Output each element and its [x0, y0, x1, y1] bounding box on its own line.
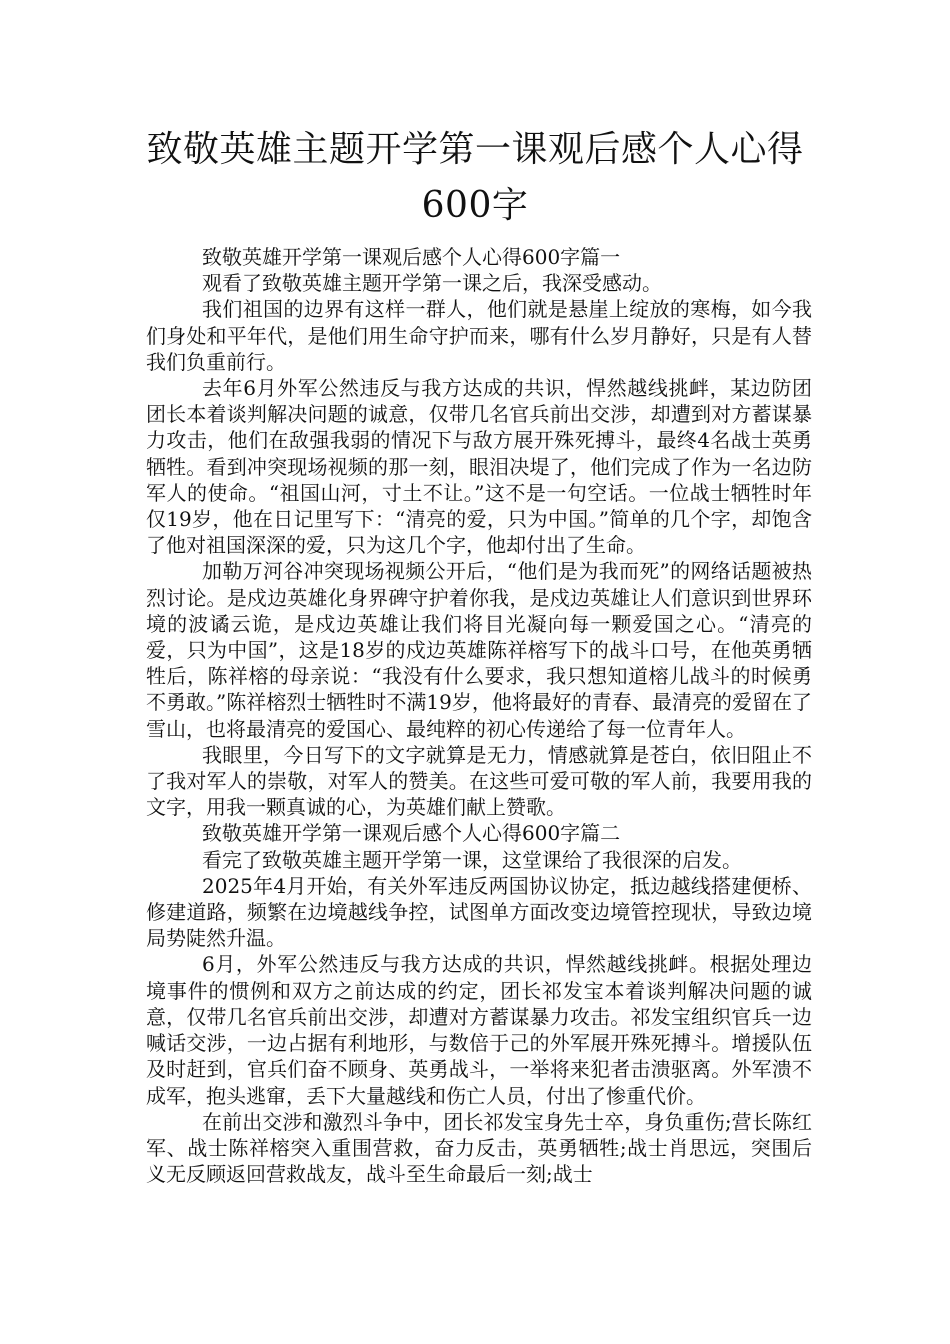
document-body: [146, 244, 812, 1187]
body-paragraph: 我们祖国的边界有这样一群人，他们就是悬崖上绽放的寒梅，如今我们身处和平年代，是他们用生命守护而来，哪有什么岁月静好，只是有人替我们负重前行。: [146, 297, 812, 374]
document-title: 致敬英雄主题开学第一课观后感个人心得600字: [146, 129, 804, 226]
section-heading-part-one: 致敬英雄开学第一课观后感个人心得600字篇一: [202, 245, 621, 269]
body-paragraph: 2025年4月开始，有关外军违反两国协议协定，抵边越线搭建便桥、修建道路，频繁在边境越线争控，试图单方面改变边境管控现状，导致边境局势陡然升温。: [146, 873, 812, 951]
body-paragraph: 看完了致敬英雄主题开学第一课，这堂课给了我很深的启发。: [202, 847, 742, 872]
body-paragraph: 6月，外军公然违反与我方达成的共识，悍然越线挑衅。根据处理边境事件的惯例和双方之前达成的约定，团长祁发宝本着谈判解决问题的诚意，仅带几名官兵前出交涉，却遭对方蓄谋暴力攻击。祁发宝组织官兵一边喊话交涉，一边占据有利地形，与数倍于己的外军展开殊死搏斗。增援队伍及时赶到，官兵们奋不顾身、英勇战斗，一举将来犯者击溃驱离。外军溃不成军，抱头逃窜，丢下大量越线和伤亡人员，付出了惨重代价。: [146, 952, 812, 1108]
body-paragraph: 观看了致敬英雄主题开学第一课之后，我深受感动。: [202, 271, 662, 296]
body-paragraph: 我眼里，今日写下的文字就算是无力，情感就算是苍白，依旧阻止不了我对军人的崇敬，对军人的赞美。在这些可爱可敬的军人前，我要用我的文字，用我一颗真诚的心，为英雄们献上赞歌。: [146, 742, 812, 820]
section-heading-part-two: 致敬英雄开学第一课观后感个人心得600字篇二: [202, 821, 621, 846]
body-paragraph: 去年6月外军公然违反与我方达成的共识，悍然越线挑衅，某边防团团长本着谈判解决问题的诚意，仅带几名官兵前出交涉，却遭到对方蓄谋暴力攻击，他们在敌强我弱的情况下与敌方展开殊死搏斗，最终4名战士英勇牺牲。看到冲突现场视频的那一刻，眼泪决堤了，他们完成了作为一名边防军人的使命。“祖国山河，寸土不让。”这不是一句空话。一位战士牺牲时年仅19岁，他在日记里写下：“清亮的爱，只为中国。”简单的几个字，却饱含了他对祖国深深的爱，只为这几个字，他却付出了生命。: [146, 376, 812, 558]
body-paragraph: 在前出交涉和激烈斗争中，团长祁发宝身先士卒，身负重伤;营长陈红军、战士陈祥榕突入重围营救，奋力反击，英勇牺牲;战士肖思远，突围后义无反顾返回营救战友，战斗至生命最后一刻;战士: [146, 1109, 812, 1187]
body-paragraph: 加勒万河谷冲突现场视频公开后，“他们是为我而死”的网络话题被热烈讨论。是戍边英雄化身界碑守护着你我，是戍边英雄让人们意识到世界环境的波谲云诡，是戍边英雄让我们将目光凝向每一颗爱国之心。“清亮的爱，只为中国”，这是18岁的戍边英雄陈祥榕写下的战斗口号，在他英勇牺牲后，陈祥榕的母亲说：“我没有什么要求，我只想知道榕儿战斗的时候勇不勇敢。”陈祥榕烈士牺牲时不满19岁，他将最好的青春、最清亮的爱留在了雪山，也将最清亮的爱国心、最纯粹的初心传递给了每一位青年人。: [146, 559, 812, 741]
